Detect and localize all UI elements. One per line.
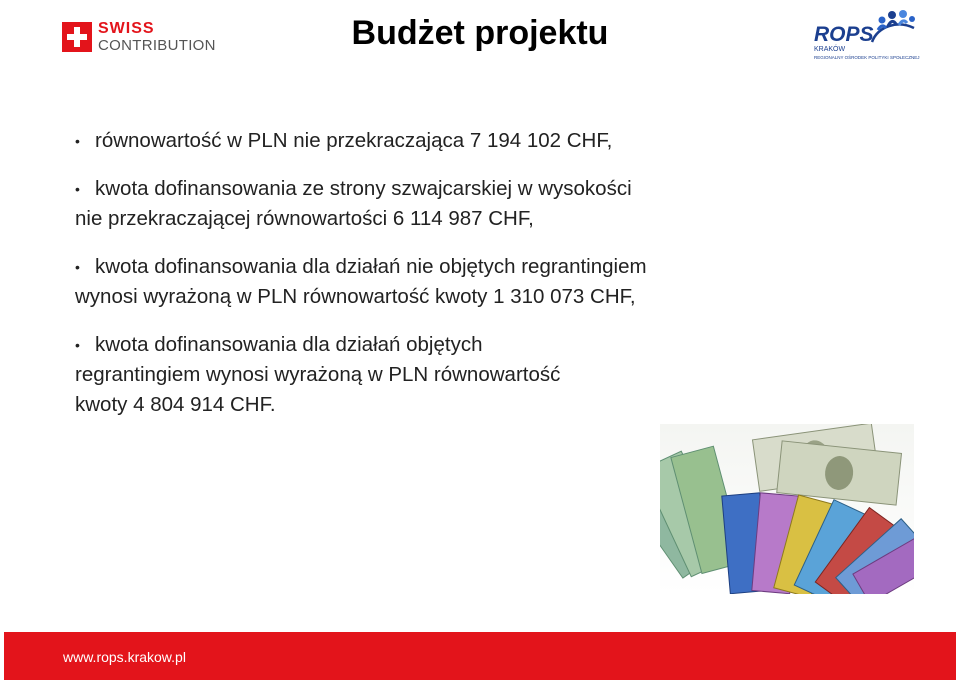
rops-logo-name: ROPS xyxy=(814,23,874,46)
banknotes-image xyxy=(660,424,914,594)
bullet-text: kwota dofinansowania dla działań objętych xyxy=(95,333,483,356)
bullet-item xyxy=(75,174,755,234)
footer-url-link[interactable]: www.rops.krakow.pl xyxy=(63,649,186,665)
bullet-icon: • xyxy=(75,259,80,275)
rops-logo xyxy=(808,6,918,64)
bullet-icon: • xyxy=(75,337,80,353)
bullet-icon: • xyxy=(75,181,80,197)
bullet-item xyxy=(75,126,755,156)
bullet-text: kwota dofinansowania ze strony szwajcarskiej w wysokości xyxy=(95,177,632,200)
bullet-text: kwoty 4 804 914 CHF. xyxy=(75,393,276,416)
rops-logo-subtitle: REGIONALNY OŚRODEK POLITYKI SPOŁECZNEJ xyxy=(814,55,920,60)
swiss-logo-word2: CONTRIBUTION xyxy=(98,37,216,54)
bullet-text: regrantingiem wynosi wyrażoną w PLN równowartość xyxy=(75,363,561,386)
footer-bar xyxy=(4,632,956,680)
bullet-item xyxy=(75,330,755,420)
bullet-text: nie przekraczającej równowartości 6 114 987 CHF, xyxy=(75,207,534,230)
rops-logo-city: KRAKÓW xyxy=(814,46,846,53)
budget-bullet-list xyxy=(75,126,755,420)
bullet-text: równowartość w PLN nie przekraczająca 7 194 102 CHF, xyxy=(95,129,613,152)
bullet-item xyxy=(75,252,755,312)
bullet-text: kwota dofinansowania dla działań nie objętych regrantingiem xyxy=(95,255,647,278)
rops-people-icon xyxy=(868,6,918,48)
bullet-text: wynosi wyrażoną w PLN równowartość kwoty 1 310 073 CHF, xyxy=(75,285,636,308)
page-title: Budżet projektu xyxy=(351,14,609,52)
swiss-logo-word1: SWISS xyxy=(98,20,155,37)
bullet-icon: • xyxy=(75,133,80,149)
